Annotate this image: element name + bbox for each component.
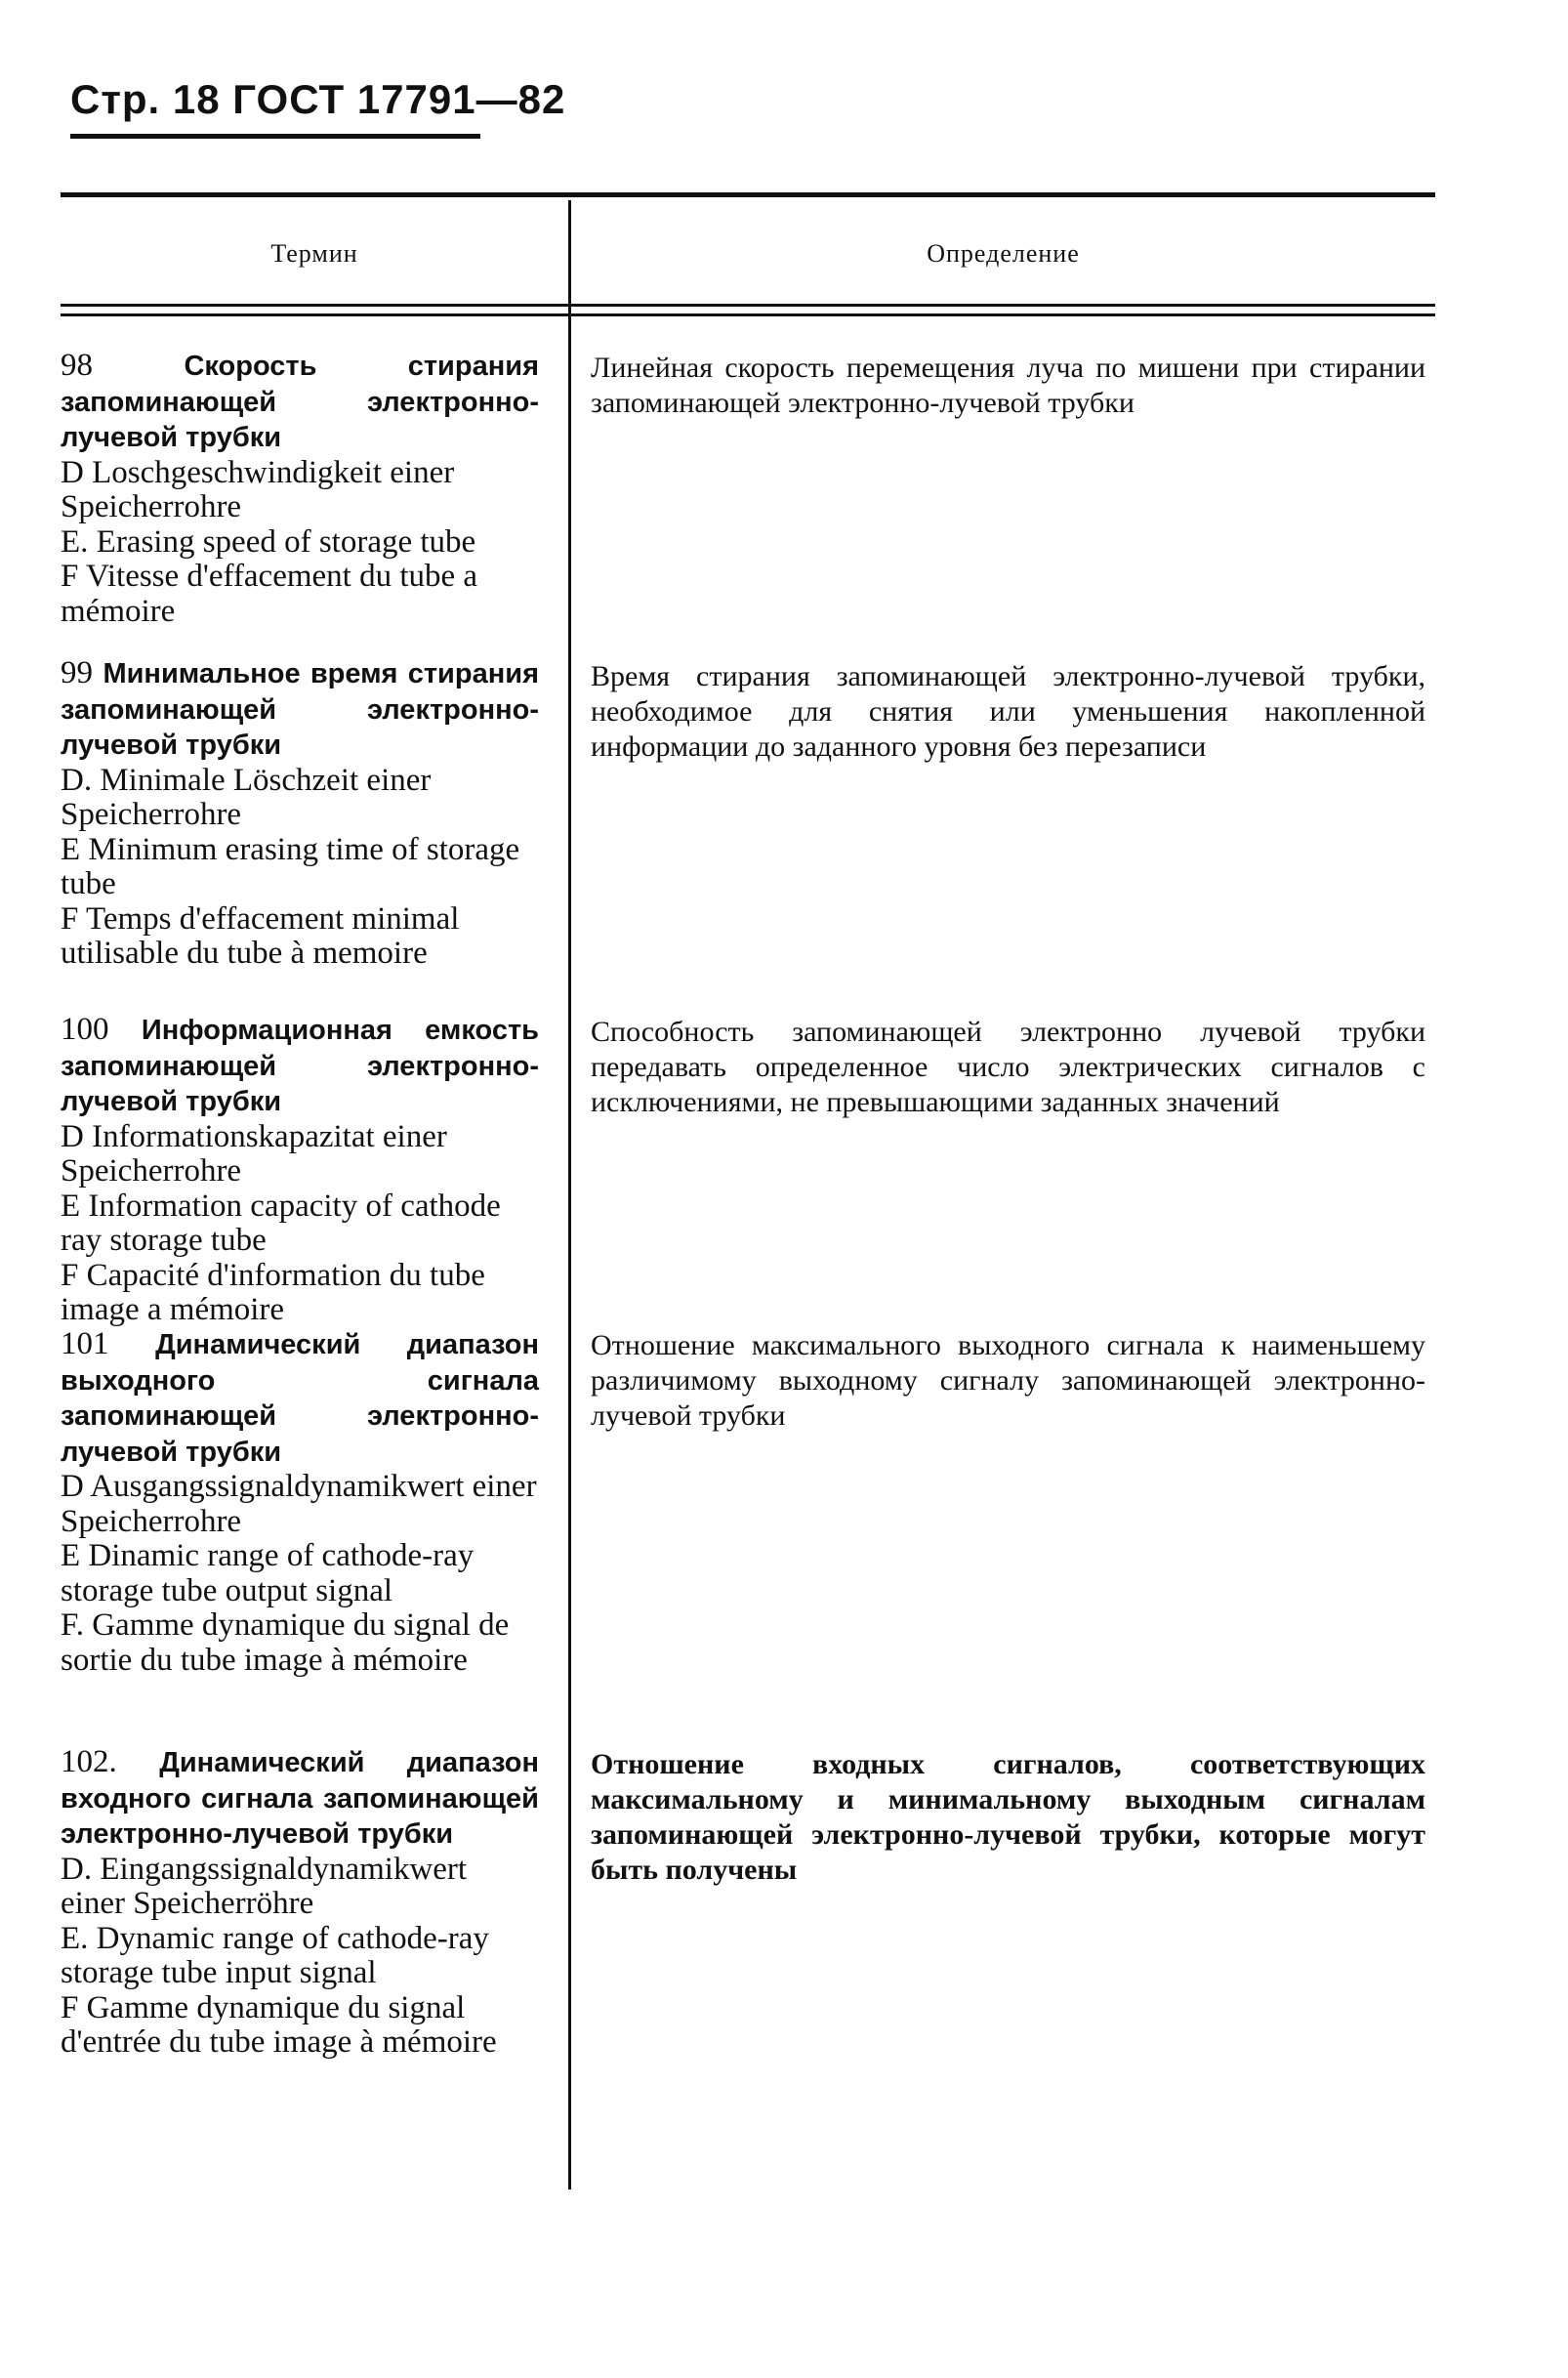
column-divider <box>568 200 571 2190</box>
term-number: 99 <box>61 655 93 690</box>
term-name: Минимальное время стирания запоминающей электронно-лучевой трубки <box>61 658 539 761</box>
header-underline <box>70 134 480 139</box>
definition-cell: Отношение входных сигналов, соответствующих максимальному и минимальному выходным сигналам запоминающей электронно-лучевой трубки, которые могут быть получены <box>591 1748 1425 1886</box>
page-header: Стр. 18 ГОСТ 17791—82 <box>70 76 566 122</box>
term-cell <box>61 1013 539 1328</box>
term-heading <box>61 1745 539 1853</box>
term-heading <box>61 1327 539 1470</box>
definition-cell: Способность запоминающей электронно лучевой трубки передавать определенное число электрических сигналов с исключениями, не превышающими заданных значений <box>591 1016 1425 1118</box>
definition-cell: Отношение максимального выходного сигнала к наименьшему различимому выходному сигналу запоминающей электронно-лучевой трубки <box>591 1329 1425 1432</box>
term-name: Информационная емкость запоминающей электронно-лучевой трубки <box>61 1015 539 1117</box>
term-translation-fr: F Temps d'effacement minimal utilisable du tube à memoire <box>61 900 460 971</box>
term-number: 101 <box>61 1326 109 1361</box>
term-translation-fr: F Gamme dynamique du signal d'entrée du tube image à mémoire <box>61 1989 497 2060</box>
definition-cell: Время стирания запоминающей электронно-лучевой трубки, необходимое для снятия или уменьшения накопленной информации до заданного уровня без перезаписи <box>591 660 1425 763</box>
header-rule <box>61 313 1435 316</box>
term-heading <box>61 656 539 764</box>
column-header-definition: Определение <box>927 239 1080 268</box>
term-cell <box>61 1745 539 2061</box>
term-cell <box>61 656 539 972</box>
term-translation-fr: F Capacité d'information du tube image a mémoire <box>61 1257 485 1327</box>
term-translation-fr: F Vitesse d'effacement du tube a mémoire <box>61 559 478 629</box>
term-translation-en: E Minimum erasing time of storage tube <box>61 831 520 901</box>
term-name: Скорость стирания запоминающей электронно-лучевой трубки <box>61 351 539 453</box>
term-translation-en: E. Erasing speed of storage tube <box>61 523 476 560</box>
term-translation-fr: F. Gamme dynamique du signal de sortie du tube image à mémoire <box>61 1607 510 1678</box>
term-heading <box>61 349 539 456</box>
term-number: 100 <box>61 1012 109 1047</box>
term-name: Динамический диапазон выходного сигнала запоминающей электронно-лучевой трубки <box>61 1329 540 1468</box>
term-translation-de: D Ausgangssignaldynamikwert einer Speicherrohre <box>61 1469 537 1539</box>
term-heading <box>61 1013 539 1120</box>
terms-table <box>61 192 1435 2190</box>
table-top-rule <box>61 192 1435 197</box>
term-translation-de: D. Eingangssignaldynamikwert einer Speicherröhre <box>61 1851 468 1921</box>
header-rule <box>61 304 1435 307</box>
term-translation-en: E Information capacity of cathode ray storage tube <box>61 1188 501 1258</box>
term-translation-de: D Informationskapazitat einer Speicherrohre <box>61 1118 447 1189</box>
term-number: 98 <box>61 348 93 383</box>
term-name: Динамический диапазон входного сигнала запоминающей электронно-лучевой трубки <box>61 1747 540 1850</box>
term-number: 102. <box>61 1744 117 1779</box>
term-translation-de: D. Minimale Löschzeit einer Speicherrohre <box>61 762 432 832</box>
term-translation-en: E. Dynamic range of cathode-ray storage tube input signal <box>61 1920 489 1990</box>
term-cell <box>61 1327 539 1678</box>
definition-cell: Линейная скорость перемещения луча по мишени при стирании запоминающей электронно-лучевой трубки <box>591 352 1425 419</box>
term-translation-de: D Loschgeschwindigkeit einer Speicherrohre <box>61 454 455 524</box>
term-cell <box>61 349 539 629</box>
column-header-term: Термин <box>270 239 358 268</box>
term-translation-en: E Dinamic range of cathode-ray storage tube output signal <box>61 1538 475 1608</box>
